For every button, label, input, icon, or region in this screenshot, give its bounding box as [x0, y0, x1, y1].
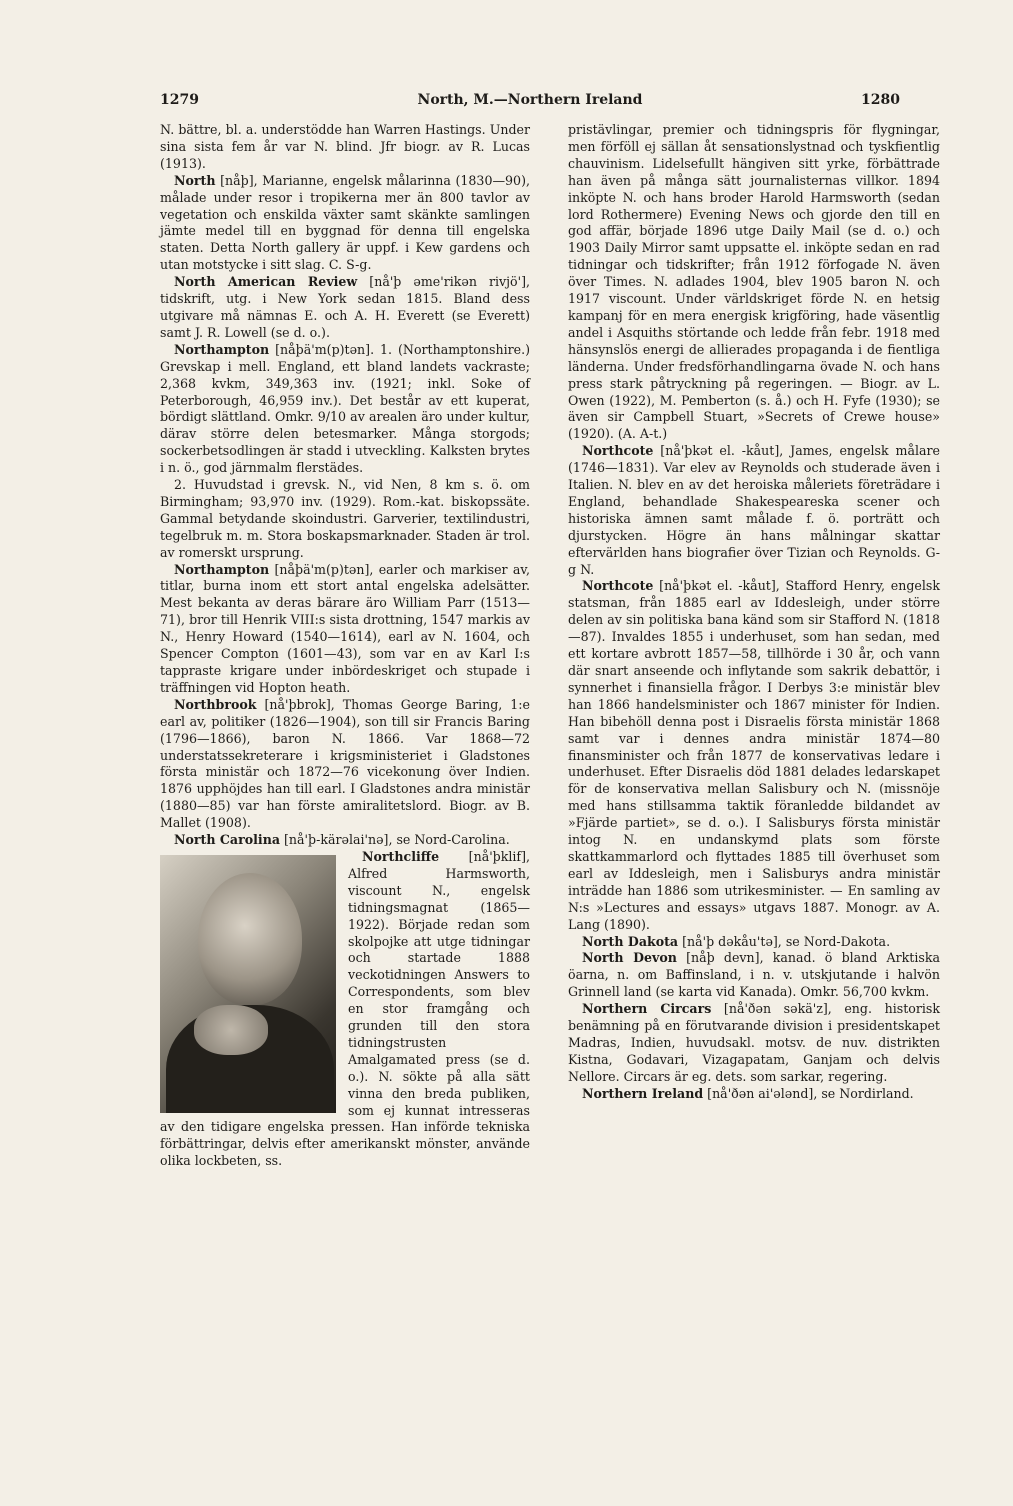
- left-column: [160, 122, 530, 1170]
- entry: North [nåþ], Marianne, engelsk målarinna (1830—90), målade under resor i tropikerna mer än 800 tavlor av vegetation och enskilda växter samt skänkte samlingen jämte medel till en byggnad för denna till engelska staten. Detta North gallery är uppf. i Kew gardens och utan motstycke i sitt slag. C. S-g.: [160, 172, 530, 273]
- entry: Northern Circars [nå'ðən səkä'z], eng. historisk benämning på en förutvarande division i presidentskapet Madras, Indien, huvudsakl. motsv. de nuv. distrikten Kistna, Godavari, Vizagapatam, Ganjam och delvis Nellore. Circars är eg. dets. som sarkar, regering.: [568, 1001, 940, 1084]
- entry: North Carolina [nå'þ-kärəlai'nə], se Nord-Carolina.: [174, 832, 510, 848]
- entry: Northcote [nå'þkət el. -kåut], Stafford Henry, engelsk statsman, från 1885 earl av Iddesleigh, under större delen av sin politiska bana känd som sir Stafford N. (1818—87). Invaldes 1855 i underhuset, som han sedan, med ett kortare avbrott 1857—58, tillhörde i 30 år, och vann där snart anseende och inflytande som sakrik debattör, i synnerhet i finansiella frågor. I Derbys 3:e ministär blev han 1866 handelsminister och 1867 minister för Indien. Han bibehöll denna post i Disraelis första ministär 1868 samt var i dennes andra ministär 1874—80 finansminister och från 1877 de konservativas ledare i underhuset. Efter Disraelis död 1881 delades ledarskapet för de konservativa mellan Salisbury och N. (missnöje med hans stillsamma taktik föranledde bildandet av »Fjärde partiet», se d. o.). I Salisburys första ministär intog N. en undanskymd plats som förste skattkammarlord och flyttades 1885 till överhuset som earl av Iddesleigh, men i Salisburys andra ministär inträdde han 1886 som utrikesminister. — En samling av N:s »Lectures and essays» utgavs 1887. Monogr. av A. Lang (1890).: [568, 578, 940, 932]
- page-header: [160, 92, 900, 114]
- entry: Northampton [nåþä'm(p)tən]. 1. (Northamptonshire.) Grevskap i mell. England, ett bland landets vackraste; 2,368 kvkm, 349,363 inv. (1921; inkl. Soke of Peterborough, 46,959 inv.). Det består av ett kuperat, bördigt slättland. Omkr. 9/10 av arealen äro under kultur, därav större delen betesmarker. Många storgods; sockerbetsodlingen är stadd i utveckling. Kalksten brytes i n. ö., god järnmalm flerstädes.: [160, 341, 530, 476]
- running-head: North, M.—Northern Ireland: [417, 92, 643, 108]
- entry: Northcote [nå'þkət el. -kåut], James, engelsk målare (1746—1831). Var elev av Reynolds och studerade även i Italien. N. blev en av det heroiska måleriets företrädare i England, behandlade Shakespeareska scener och historiska ämnen samt målade f. ö. porträtt och djurstycken. Högre än hans målningar skattar eftervärlden hans biografier över Tizian och Reynolds. G-g N.: [568, 443, 940, 577]
- entry: Northampton [nåþä'm(p)tən], earler och markiser av, titlar, burna inom ett stort antal engelska adelsätter. Mest bekanta av deras bärare äro William Parr (1513—71), bror till Henrik VIII:s sista drottning, 1547 markis av N., Henry Howard (1540—1614), earl av N. 1604, och Spencer Compton (1601—43), som var en av Karl I:s tappraste krigare under inbördeskriget och stupade i träffningen vid Hopton heath.: [160, 561, 530, 695]
- entry: Northern Ireland [nå'ðən ai'ələnd], se Nordirland.: [582, 1085, 914, 1101]
- portrait-photo: [160, 855, 336, 1113]
- entry: North American Review [nå'þ əme'rikən rivjö'], tidskrift, utg. i New York sedan 1815. Bland dess utgivare må nämnas E. och A. H. Everett (se Everett) samt J. R. Lowell (se d. o.).: [160, 274, 530, 340]
- entry: Northbrook [nå'þbrok], Thomas George Baring, 1:e earl av, politiker (1826—1904), son till sir Francis Baring (1796—1866), baron N. 1866. Var 1868—72 understatssekreterare i krigsministeriet i Gladstones första ministär och 1872—76 vicekonung över Indien. 1876 upphöjdes han till earl. I Gladstones andra ministär (1880—85) var han förste amiralitetslord. Biogr. av B. Mallet (1908).: [160, 696, 530, 831]
- entry: 2. Huvudstad i grevsk. N., vid Nen, 8 km s. ö. om Birmingham; 93,970 inv. (1929). Rom.-kat. biskopssäte. Gammal betydande skoindustri. Garverier, textilindustri, tegelbruk m. m. Stora boskapsmarknader. Staden är trol. av romerskt ursprung.: [160, 477, 530, 560]
- entry: North Dakota [nå'þ dəkåu'tə], se Nord-Dakota.: [582, 933, 891, 949]
- entry: Northcliffe [nå'þklif], Alfred Harmsworth, viscount N., engelsk tidningsmagnat (1865—1922). Började redan som skolpojke att utge tidningar och startade 1888 veckotidningen Answers to Correspondents, som blev en stor framgång och grunden till den stora tidningstrusten Amalgamated press (se d. o.). N. sökte på alla sätt vinna den breda publiken, som ej kunnat intresseras av den tidigare engelska pressen. Han införde tekniska förbättringar, delvis efter amerikanskt mönster, använde olika lockbeten, ss.: [160, 848, 530, 1169]
- entry: North Devon [nåþ devn], kanad. ö bland Arktiska öarna, n. om Baffinsland, i n. v. utskjutande i halvön Grinnell land (se karta vid Kanada). Omkr. 56,700 kvkm.: [568, 950, 940, 1000]
- entry: N. bättre, bl. a. understödde han Warren Hastings. Under sina sista fem år var N. blind. Jfr biogr. av R. Lucas (1913).: [160, 122, 530, 171]
- page-number-right: 1280: [861, 92, 900, 108]
- page-number-left: 1279: [160, 92, 199, 108]
- right-column: [568, 122, 940, 1103]
- entry: pristävlingar, premier och tidningspris för flygningar, men förföll ej sällan åt sensationslystnad och tyskfientlig chauvinism. Lidelsefullt hängiven sitt yrke, förbättrade han även på många sätt journalisternas villkor. 1894 inköpte N. och hans broder Harold Harmsworth (sedan lord Rothermere) Evening News och gjorde den till en god affär, började 1896 utge Daily Mail (se d. o.) och 1903 Daily Mirror samt uppsatte el. inköpte sedan en rad tidningar och tidskrifter; från 1912 förfogade N. även över Times. N. adlades 1904, blev 1905 baron N. och 1917 viscount. Under världskriget förde N. en hetsig kampanj för en mera energisk krigföring, hade väsentlig andel i Asquiths störtande och ledde från febr. 1918 med hänsynslös energi de allierades propaganda i de fientliga länderna. Under fredsförhandlingarna övade N. och hans press stark påtryckning på regeringen. — Biogr. av L. Owen (1922), M. Pemberton (s. å.) och H. Fyfe (1930); se även sir Campbell Stuart, »Secrets of Crewe house» (1920). (A. A-t.): [568, 122, 940, 442]
